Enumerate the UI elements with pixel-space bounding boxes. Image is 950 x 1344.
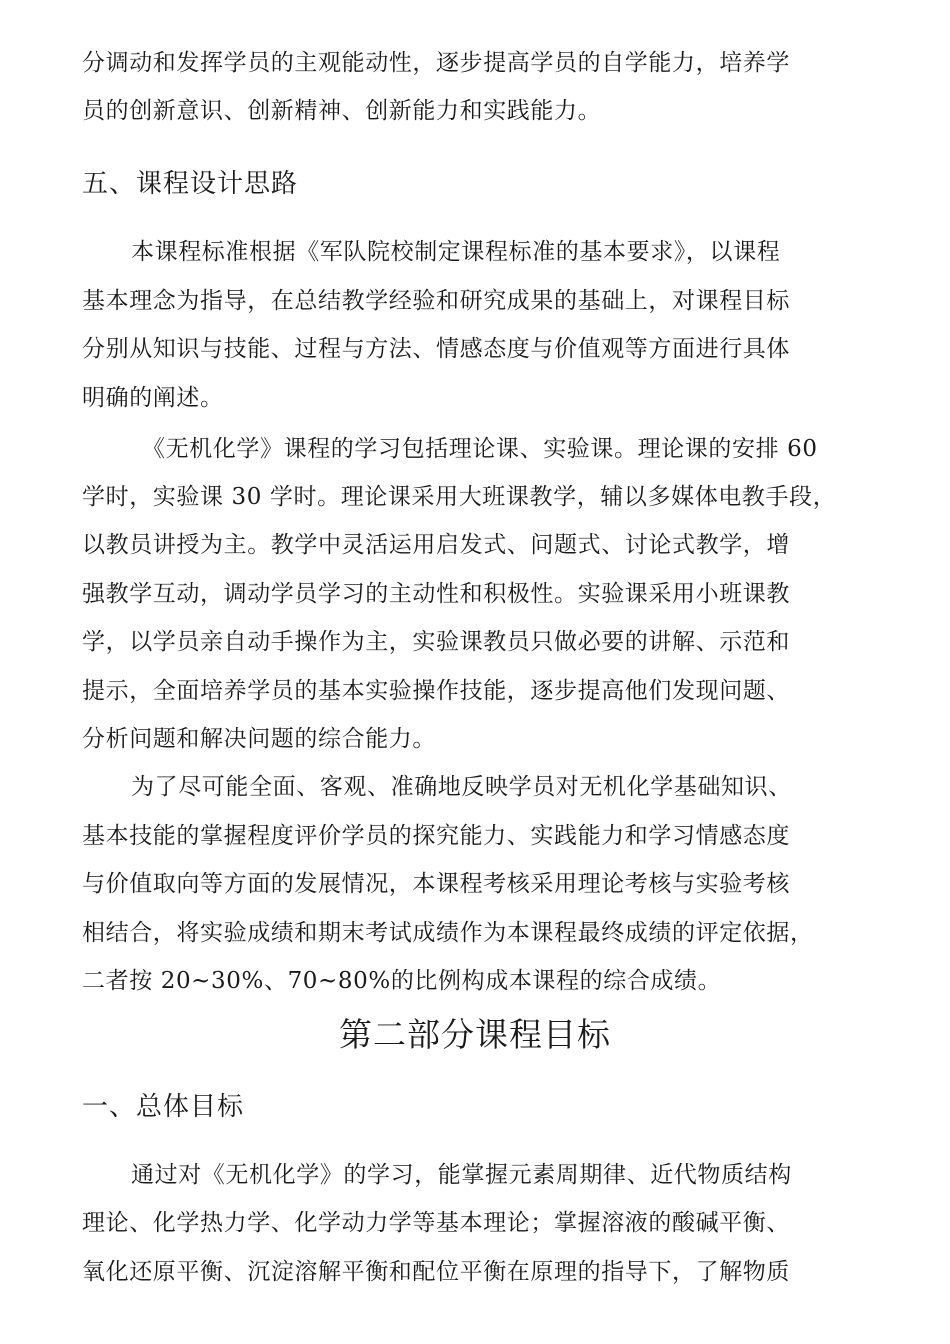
paragraph-line: 理论、化学热力学、化学动力学等基本理论；掌握溶液的酸碱平衡、 <box>82 1210 790 1236</box>
paragraph-line: 分析问题和解决问题的综合能力。 <box>82 726 436 752</box>
paragraph-line: 与价值取向等方面的发展情况，本课程考核采用理论考核与实验考核 <box>82 871 790 897</box>
paragraph-line: 以教员讲授为主。教学中灵活运用启发式、问题式、讨论式教学，增 <box>82 532 790 558</box>
paragraph-line: 强教学互动，调动学员学习的主动性和积极性。实验课采用小班课教 <box>82 581 790 607</box>
paragraph-line: 通过对《无机化学》的学习，能掌握元素周期律、近代物质结构 <box>131 1162 792 1188</box>
paragraph-line: 基本技能的掌握程度评价学员的探究能力、实践能力和学习情感态度 <box>82 823 790 849</box>
paragraph-line: 本课程标准根据《军队院校制定课程标准的基本要求》，以课程 <box>131 239 781 265</box>
paragraph-line: 学，以学员亲自动手操作为主，实验课教员只做必要的讲解、示范和 <box>82 629 790 655</box>
paragraph-line: 分别从知识与技能、过程与方法、情感态度与价值观等方面进行具体 <box>82 336 790 362</box>
section-heading: 一、总体目标 <box>82 1092 245 1122</box>
paragraph-line: 基本理念为指导，在总结教学经验和研究成果的基础上，对课程目标 <box>82 288 790 314</box>
paragraph-line: 明确的阐述。 <box>82 385 224 411</box>
paragraph-line: 相结合，将实验成绩和期末考试成绩作为本课程最终成绩的评定依据， <box>82 920 814 946</box>
section-heading: 五、课程设计思路 <box>82 169 299 199</box>
part-title: 第二部分课程目标 <box>339 1015 611 1054</box>
paragraph-line: 为了尽可能全面、客观、准确地反映学员对无机化学基础知识、 <box>131 774 792 800</box>
paragraph-line: 氧化还原平衡、沉淀溶解平衡和配位平衡在原理的指导下，了解物质 <box>82 1259 790 1285</box>
paragraph-line: 提示，全面培养学员的基本实验操作技能，逐步提高他们发现问题、 <box>82 678 790 704</box>
paragraph-line: 学时，实验课 30 学时。理论课采用大班课教学，辅以多媒体电教手段， <box>82 484 837 510</box>
paragraph-line: 《无机化学》课程的学习包括理论课、实验课。理论课的安排 60 <box>142 436 818 462</box>
paragraph-line: 员的创新意识、创新精神、创新能力和实践能力。 <box>82 98 602 124</box>
paragraph-line: 二者按 20~30%、70~80%的比例构成本课程的综合成绩。 <box>82 968 722 994</box>
paragraph-line: 分调动和发挥学员的主观能动性，逐步提高学员的自学能力，培养学 <box>82 50 790 76</box>
